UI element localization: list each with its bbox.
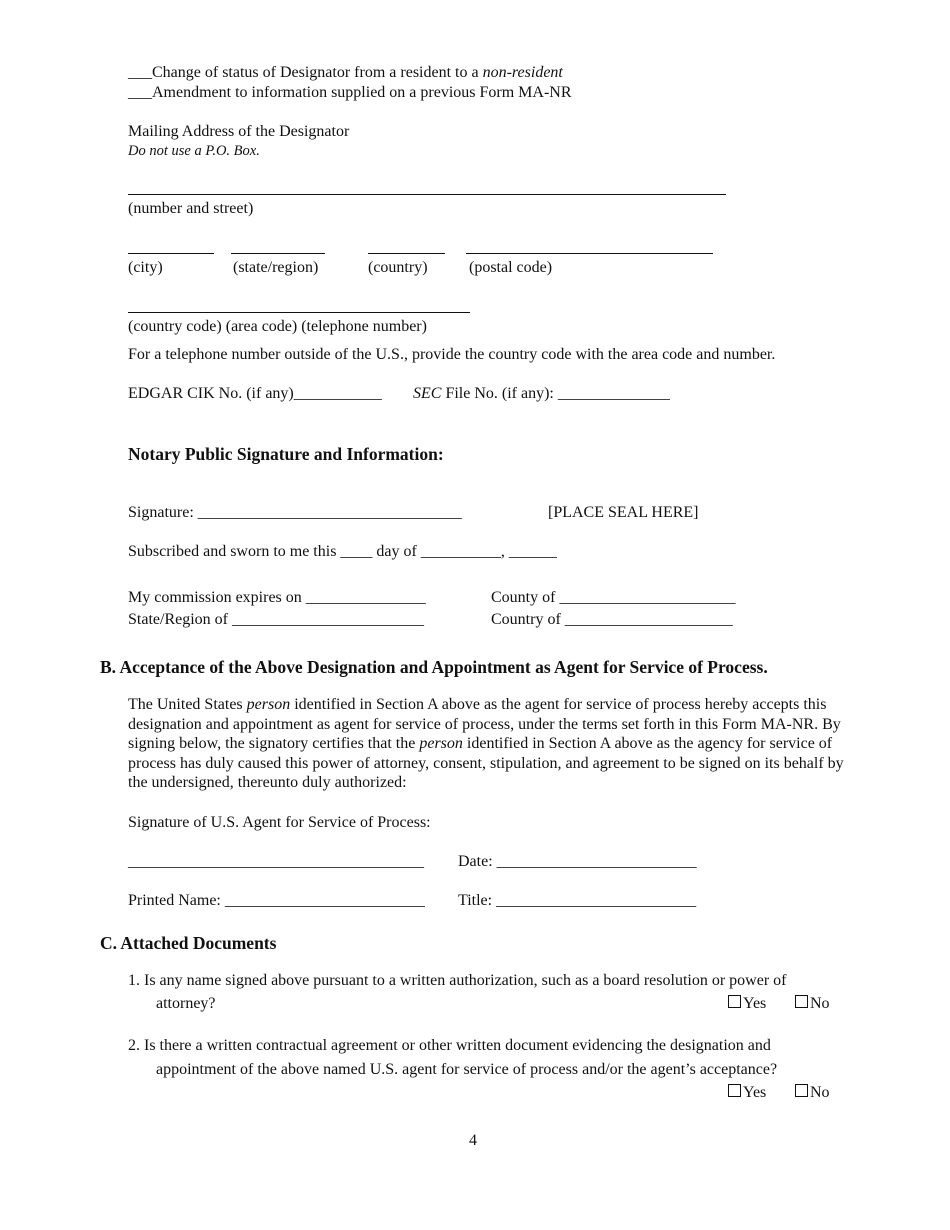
question-2-line-1: 2. Is there a written contractual agreement or other written document evidencing the designation and xyxy=(128,1037,771,1054)
state-label: (state/region) xyxy=(233,259,319,276)
q2-yes-label: Yes xyxy=(743,1084,767,1101)
q2-yes-option[interactable] xyxy=(728,1083,766,1103)
sec-file-text: File No. (if any): ______________ xyxy=(441,385,670,402)
postal-line[interactable] xyxy=(466,253,713,254)
phone-line[interactable] xyxy=(128,312,470,313)
q2-yes-checkbox[interactable] xyxy=(728,1084,741,1097)
postal-label: (postal code) xyxy=(469,259,553,276)
state-line[interactable] xyxy=(231,253,325,254)
street-line[interactable] xyxy=(128,194,726,195)
q1-no-checkbox[interactable] xyxy=(795,995,808,1008)
change-status-option xyxy=(128,63,563,83)
agent-signature-label: Signature of U.S. Agent for Service of Process: xyxy=(128,814,431,831)
commission-expires-field: My commission expires on _______________ xyxy=(128,589,426,606)
q2-no-label: No xyxy=(810,1084,830,1101)
street-label: (number and street) xyxy=(128,200,254,217)
q1-no-label: No xyxy=(810,995,830,1012)
q2-no-checkbox[interactable] xyxy=(795,1084,808,1097)
phone-note: For a telephone number outside of the U.S., provide the country code with the area code and number. xyxy=(128,346,776,363)
sec-file-field xyxy=(413,384,670,404)
question-1-line-2: attorney? xyxy=(156,995,216,1012)
state-region-field: State/Region of ________________________ xyxy=(128,611,424,628)
county-field: County of ______________________ xyxy=(491,589,736,606)
notary-signature-field: Signature: _________________________________ xyxy=(128,504,462,521)
agent-signature-line: _____________________________________ xyxy=(128,853,424,870)
question-1-line-1: 1. Is any name signed above pursuant to a written authorization, such as a board resolution or power of xyxy=(128,972,787,989)
q2-no-option[interactable] xyxy=(795,1083,830,1103)
non-resident-italic: non-resident xyxy=(482,64,563,81)
page-number: 4 xyxy=(469,1132,477,1149)
phone-label: (country code) (area code) (telephone number) xyxy=(128,318,427,335)
city-line[interactable] xyxy=(128,253,214,254)
po-box-note: Do not use a P.O. Box. xyxy=(128,143,260,159)
sec-italic: SEC xyxy=(413,385,442,402)
agent-title-field: Title: _________________________ xyxy=(458,892,697,909)
amendment-option: ___Amendment to information supplied on a previous Form MA-NR xyxy=(128,84,572,101)
country-line[interactable] xyxy=(368,253,445,254)
q1-yes-option[interactable] xyxy=(728,994,766,1014)
mailing-address-heading: Mailing Address of the Designator xyxy=(128,123,350,140)
agent-date-field: Date: _________________________ xyxy=(458,853,697,870)
edgar-cik-field: EDGAR CIK No. (if any)___________ xyxy=(128,385,382,402)
question-2-line-2: appointment of the above named U.S. agent for service of process and/or the agent’s acceptance? xyxy=(156,1061,778,1078)
notary-heading: Notary Public Signature and Information: xyxy=(128,444,444,464)
q1-yes-checkbox[interactable] xyxy=(728,995,741,1008)
country-field: Country of _____________________ xyxy=(491,611,733,628)
q1-yes-label: Yes xyxy=(743,995,767,1012)
country-label: (country) xyxy=(368,259,428,276)
section-c-heading: C. Attached Documents xyxy=(100,933,277,953)
section-b-heading: B. Acceptance of the Above Designation and Appointment as Agent for Service of Process. xyxy=(100,657,768,677)
city-label: (city) xyxy=(128,259,163,276)
section-b-paragraph: The United States person identified in Section A above as the agent for service of process hereby accepts this designation and appointment as agent for service of process, under the terms set forth in this Form MA-NR. By signing below, the signatory certifies that the person identified in Section A above as the agency for service of process has duly caused this power of attorney, consent, stipulation, and agreement to be signed on its behalf by the undersigned, thereunto duly authorized: xyxy=(128,696,844,792)
sworn-statement: Subscribed and sworn to me this ____ day of __________, ______ xyxy=(128,543,557,560)
change-status-text: ___Change of status of Designator from a resident to a xyxy=(128,64,483,81)
printed-name-field: Printed Name: _________________________ xyxy=(128,892,425,909)
place-seal-label: [PLACE SEAL HERE] xyxy=(548,504,699,521)
q1-no-option[interactable] xyxy=(795,994,830,1014)
